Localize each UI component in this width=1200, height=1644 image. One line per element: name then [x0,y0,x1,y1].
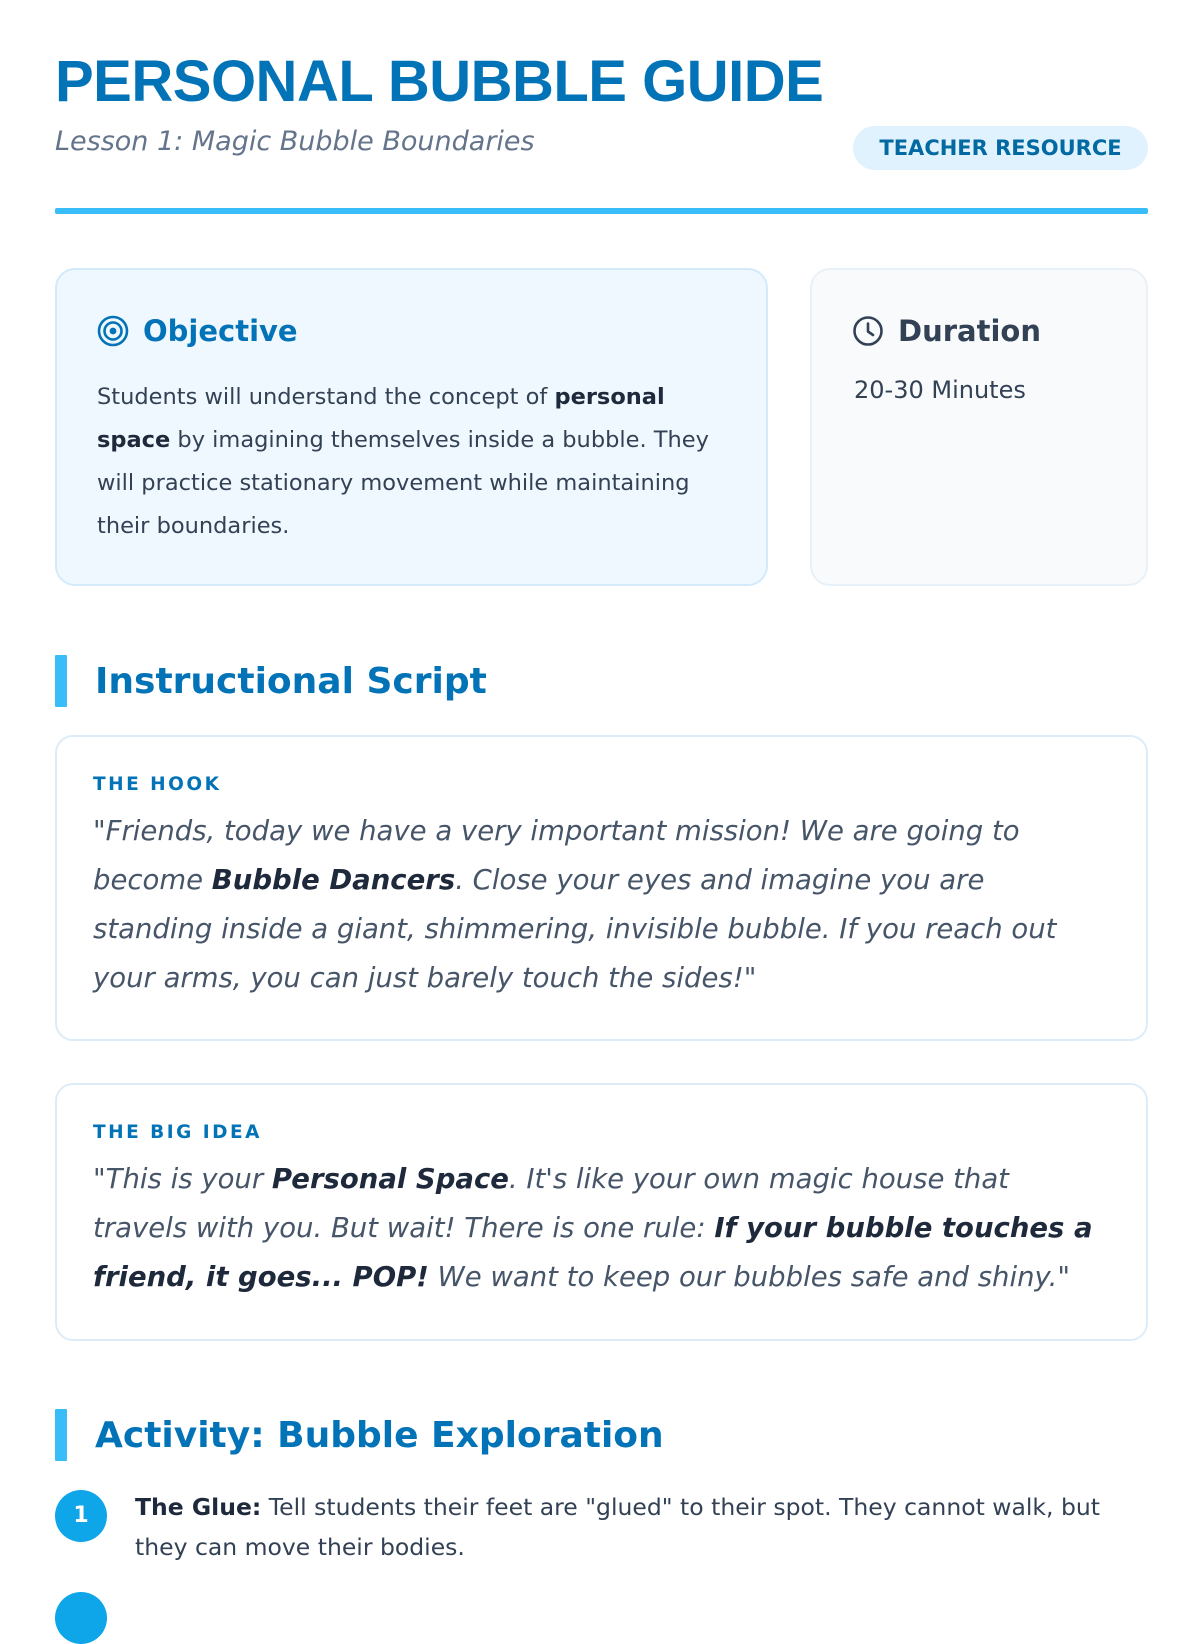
step-number-badge: 1 [55,1490,107,1542]
step-title: The Glue: [135,1493,262,1521]
duration-value: 20-30 Minutes [854,376,1026,404]
teacher-resource-badge: TEACHER RESOURCE [853,126,1148,170]
big-idea-card [55,1083,1148,1341]
hook-label: THE HOOK [93,774,222,795]
duration-header [852,314,1041,348]
objective-heading: Objective [143,314,298,348]
objective-text: Students will understand the concept of personal space by imagining themselves inside a bubble. They will practice stationary movement while maintaining their boundaries. [97,384,709,539]
activity-title: Activity: Bubble Exploration [95,1414,664,1456]
big-idea-label: THE BIG IDEA [93,1122,262,1143]
hook-quote: "Friends, today we have a very important mission! We are going to become Bubble Dancers. Close your eyes and imagine you are standing inside a giant, shimmering, invisible bubble. If you reach out your arms, you can just barely touch the sides!" [93,815,1057,994]
big-idea-quote: "This is your Personal Space. It's like your own magic house that travels with you. But wait! There is one rule: If your bubble touches a friend, it goes... POP! We want to keep our bubbles safe and shiny." [93,1163,1093,1293]
duration-heading: Duration [898,314,1041,348]
duration-card [810,268,1148,586]
instructional-script-title: Instructional Script [95,660,487,702]
step-text: The Glue: Tell students their feet are "glued" to their spot. They cannot walk, but they can move their bodies. [135,1493,1100,1561]
section-accent-bar [55,1409,67,1461]
lesson-subtitle: Lesson 1: Magic Bubble Boundaries [55,126,535,157]
page-title: PERSONAL BUBBLE GUIDE [55,49,824,114]
section-accent-bar [55,655,67,707]
activity-heading [55,1409,664,1461]
header-divider [55,208,1148,214]
clock-icon [852,315,884,347]
target-icon [97,315,129,347]
objective-card [55,268,768,586]
objective-header [97,314,298,348]
hook-card [55,735,1148,1041]
instructional-script-heading [55,655,487,707]
objective-keyword: personal space [97,384,665,453]
